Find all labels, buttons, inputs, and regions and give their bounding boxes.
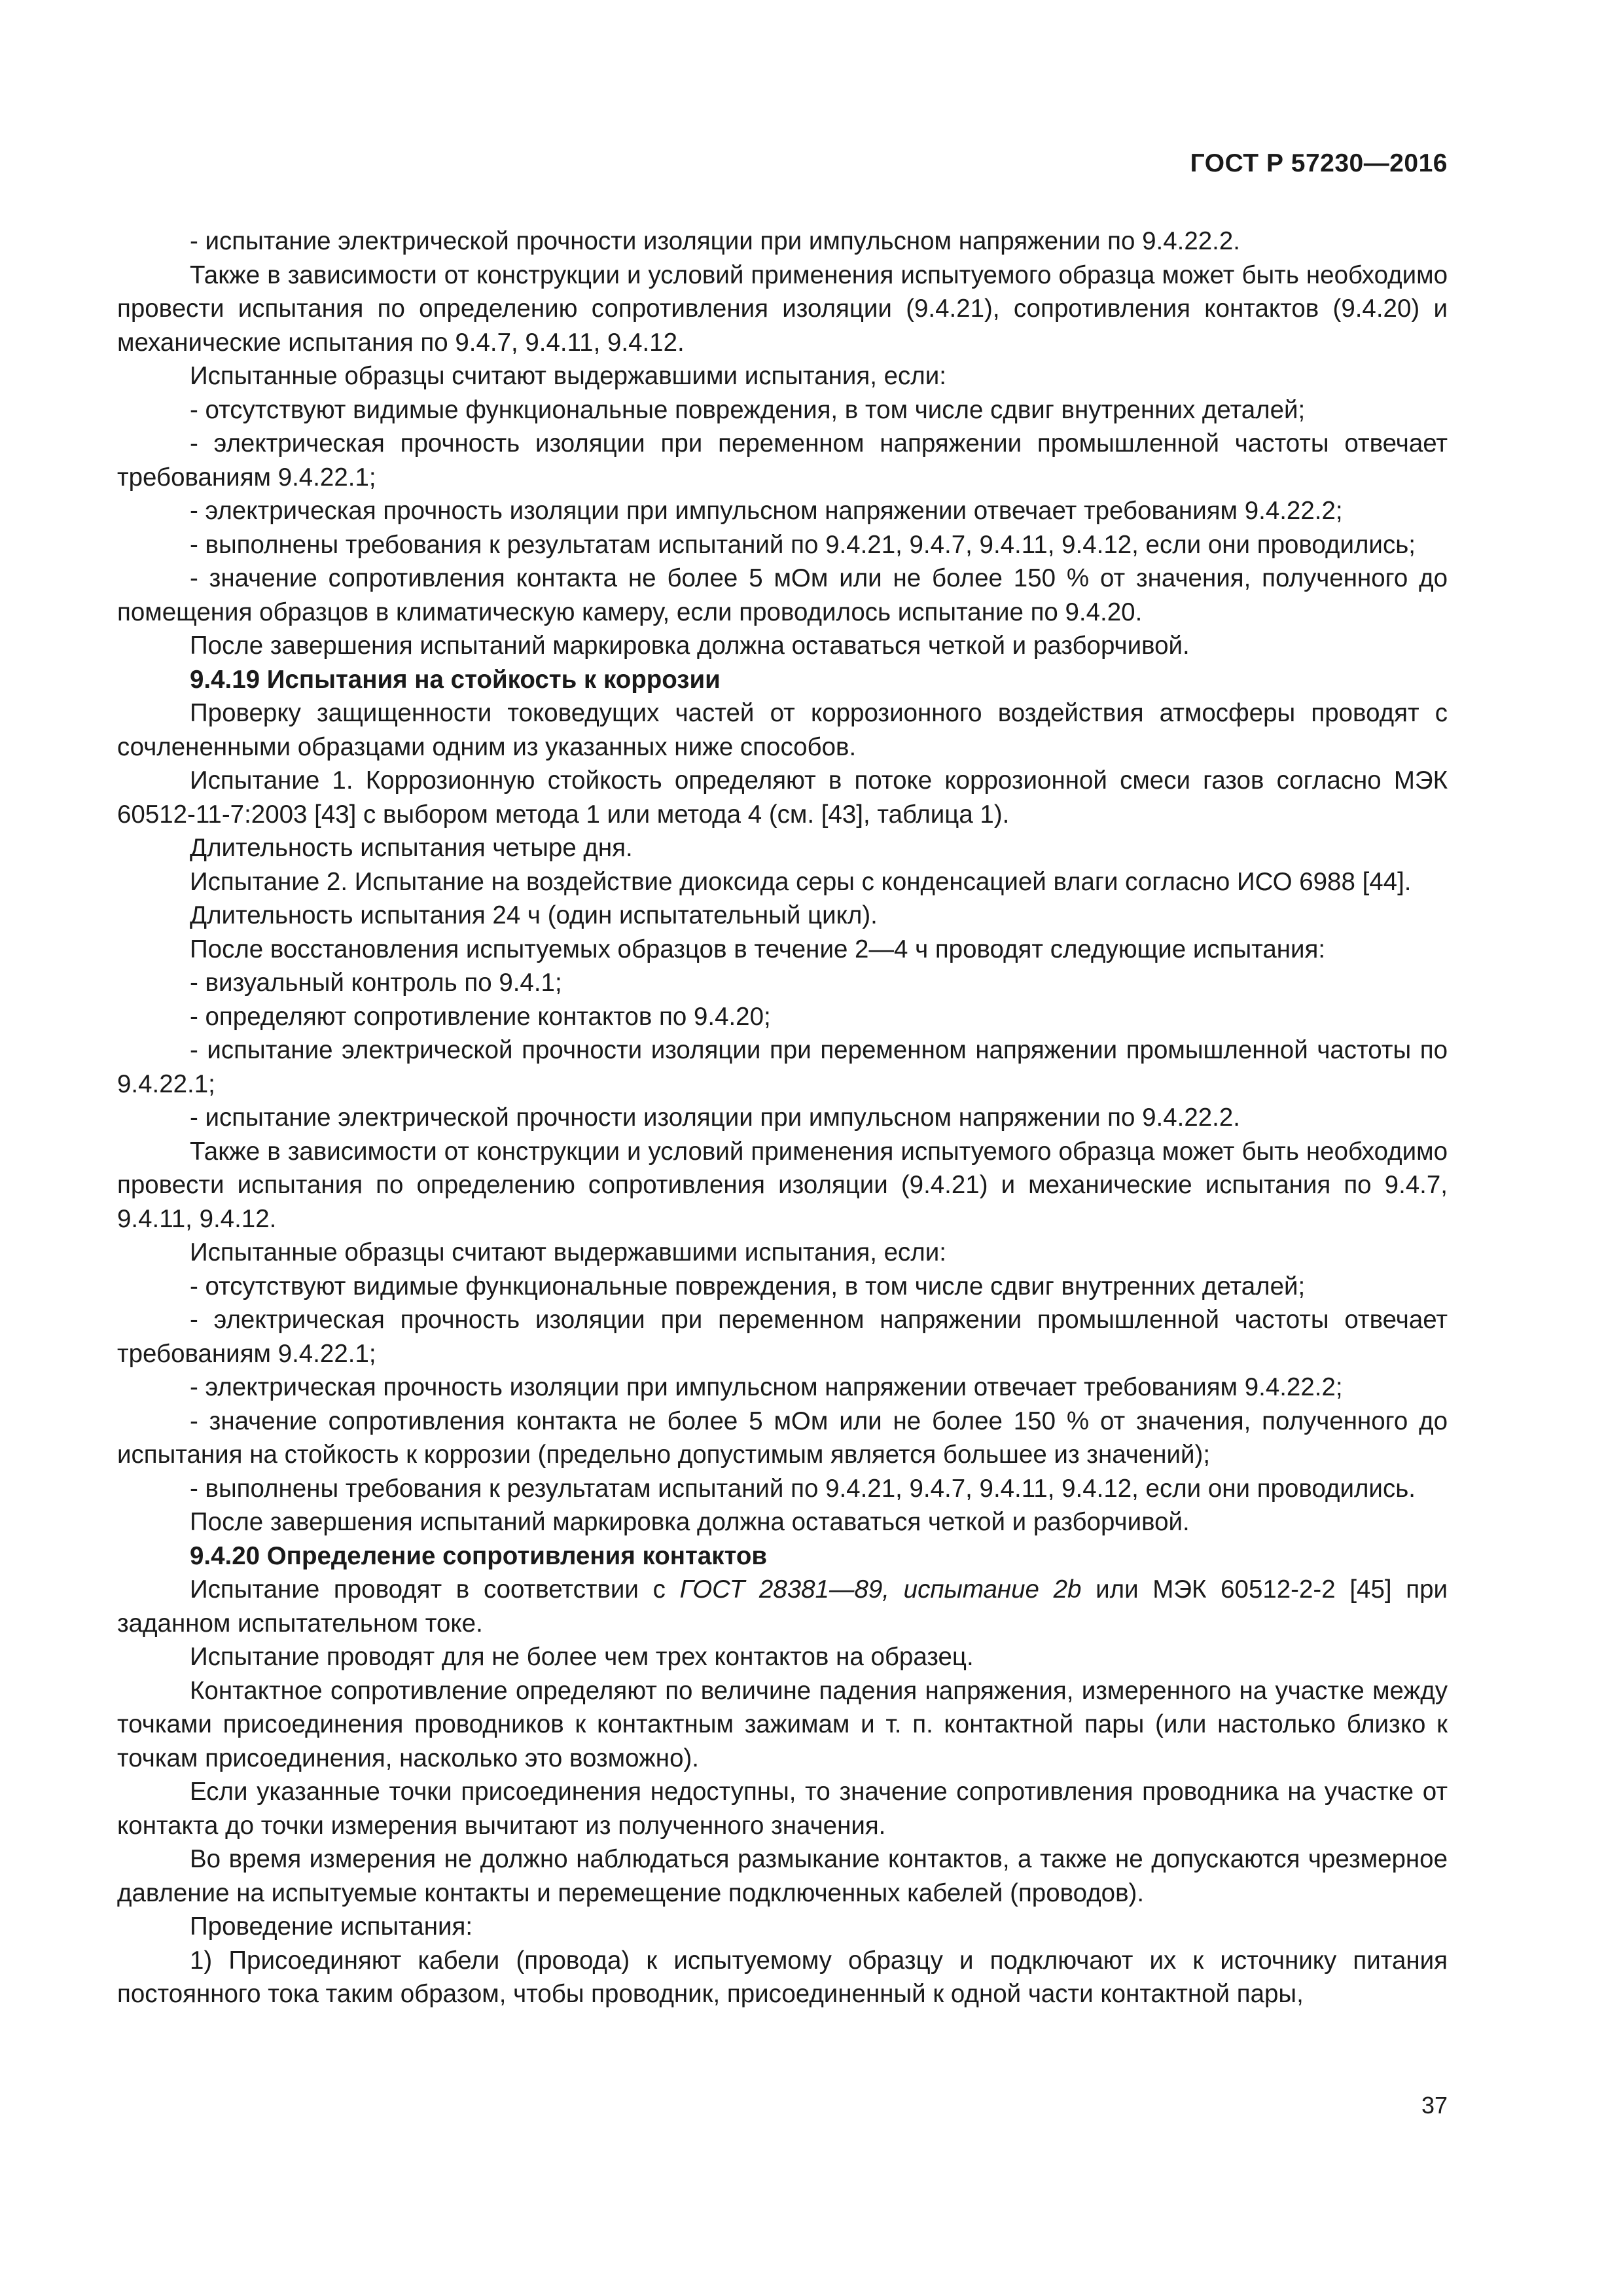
paragraph: Длительность испытания четыре дня. — [190, 834, 633, 862]
paragraph-text: Испытание проводят в соответствии с — [190, 1575, 680, 1604]
paragraph: После восстановления испытуемых образцов в течение 2—4 ч проводят следующие испытания: — [190, 935, 1326, 963]
paragraph-with-reference — [117, 1573, 1448, 1640]
paragraph: - выполнены требования к результатам испытаний по 9.4.21, 9.4.7, 9.4.11, 9.4.12, если они проводились; — [190, 530, 1416, 559]
paragraph: - значение сопротивления контакта не более 5 мОм или не более 150 % от значения, полученного до помещения образцов в климатическую камеру, если проводилось испытание по 9.4.20. — [117, 564, 1448, 626]
document-header: ГОСТ Р 57230—2016 — [1190, 149, 1448, 177]
paragraph: - отсутствуют видимые функциональные повреждения, в том числе сдвиг внутренних деталей; — [190, 1272, 1306, 1300]
document-body — [117, 224, 1448, 2011]
paragraph: Проверку защищенности токоведущих частей от коррозионного воздействия атмосферы проводят с сочлененными образцами одним из указанных ниже способов. — [117, 699, 1448, 761]
paragraph: Испытанные образцы считают выдержавшими испытания, если: — [190, 362, 946, 390]
paragraph: - испытание электрической прочности изоляции при импульсном напряжении по 9.4.22.2. — [190, 1103, 1240, 1132]
paragraph: Если указанные точки присоединения недоступны, то значение сопротивления проводника на участке от контакта до точки измерения вычитают из полученного значения. — [117, 1778, 1448, 1840]
paragraph: - значение сопротивления контакта не более 5 мОм или не более 150 % от значения, полученного до испытания на стойкость к коррозии (предельно допустимым является большее из значений); — [117, 1407, 1448, 1469]
paragraph: - испытание электрической прочности изоляции при импульсном напряжении по 9.4.22.2. — [190, 227, 1240, 255]
standard-reference: ГОСТ 28381—89, испытание 2b — [679, 1575, 1082, 1604]
paragraph: - определяют сопротивление контактов по 9.4.20; — [190, 1002, 771, 1031]
paragraph: Испытание проводят для не более чем трех контактов на образец. — [190, 1643, 974, 1671]
paragraph: - визуальный контроль по 9.4.1; — [190, 969, 562, 997]
paragraph: Также в зависимости от конструкции и условий применения испытуемого образца может быть необходимо провести испытания по определению сопротивления изоляции (9.4.21), сопротивления контактов (9.4.20) и механические испытания по 9.4.7, 9.4.11, 9.4.12. — [117, 260, 1448, 357]
paragraph: Испытанные образцы считают выдержавшими испытания, если: — [190, 1238, 946, 1266]
paragraph: После завершения испытаний маркировка должна оставаться четкой и разборчивой. — [190, 632, 1190, 660]
paragraph: Также в зависимости от конструкции и условий применения испытуемого образца может быть необходимо провести испытания по определению сопротивления изоляции (9.4.21) и механические испытания по 9.4.7, 9.4.11, 9.4.12. — [117, 1137, 1448, 1233]
paragraph: Во время измерения не должно наблюдаться размыкание контактов, а также не допускаются чрезмерное давление на испытуемые контакты и перемещение подключенных кабелей (проводов). — [117, 1845, 1448, 1907]
paragraph: - испытание электрической прочности изоляции при переменном напряжении промышленной частоты по 9.4.22.1; — [117, 1036, 1448, 1098]
paragraph: 1) Присоединяют кабели (провода) к испытуемому образцу и подключают их к источнику питания постоянного тока таким образом, чтобы проводник, присоединенный к одной части контактной пары, — [117, 1946, 1448, 2008]
section-heading-9-4-20: 9.4.20 Определение сопротивления контактов — [190, 1541, 768, 1570]
paragraph: После завершения испытаний маркировка должна оставаться четкой и разборчивой. — [190, 1508, 1190, 1536]
paragraph: - выполнены требования к результатам испытаний по 9.4.21, 9.4.7, 9.4.11, 9.4.12, если они проводились. — [190, 1474, 1416, 1503]
paragraph: - отсутствуют видимые функциональные повреждения, в том числе сдвиг внутренних деталей; — [190, 395, 1306, 424]
paragraph: - электрическая прочность изоляции при импульсном напряжении отвечает требованиям 9.4.22.2; — [190, 1373, 1343, 1401]
paragraph: - электрическая прочность изоляции при переменном напряжении промышленной частоты отвечает требованиям 9.4.22.1; — [117, 429, 1448, 492]
paragraph: Контактное сопротивление определяют по величине падения напряжения, измеренного на участке между точками присоединения проводников к контактным зажимам и т. п. контактной пары (или настолько близко к точкам присоединения, насколько это возможно). — [117, 1676, 1448, 1772]
paragraph: - электрическая прочность изоляции при переменном напряжении промышленной частоты отвечает требованиям 9.4.22.1; — [117, 1306, 1448, 1368]
section-heading-9-4-19: 9.4.19 Испытания на стойкость к коррозии — [190, 665, 721, 694]
paragraph: - электрическая прочность изоляции при импульсном напряжении отвечает требованиям 9.4.22.2; — [190, 497, 1343, 525]
paragraph: Испытание 1. Коррозионную стойкость определяют в потоке коррозионной смеси газов согласно МЭК 60512-11-7:2003 [43] с выбором метода 1 или метода 4 (см. [43], таблица 1). — [117, 766, 1448, 829]
paragraph: Длительность испытания 24 ч (один испытательный цикл). — [190, 901, 878, 929]
paragraph: Испытание 2. Испытание на воздействие диоксида серы с конденсацией влаги согласно ИСО 6988 [44]. — [190, 867, 1412, 896]
paragraph-text: или МЭК 60512-2-2 [45] при заданном испытательном токе. — [117, 1575, 1448, 1638]
paragraph: Проведение испытания: — [190, 1912, 473, 1941]
page-number: 37 — [1421, 2092, 1448, 2119]
